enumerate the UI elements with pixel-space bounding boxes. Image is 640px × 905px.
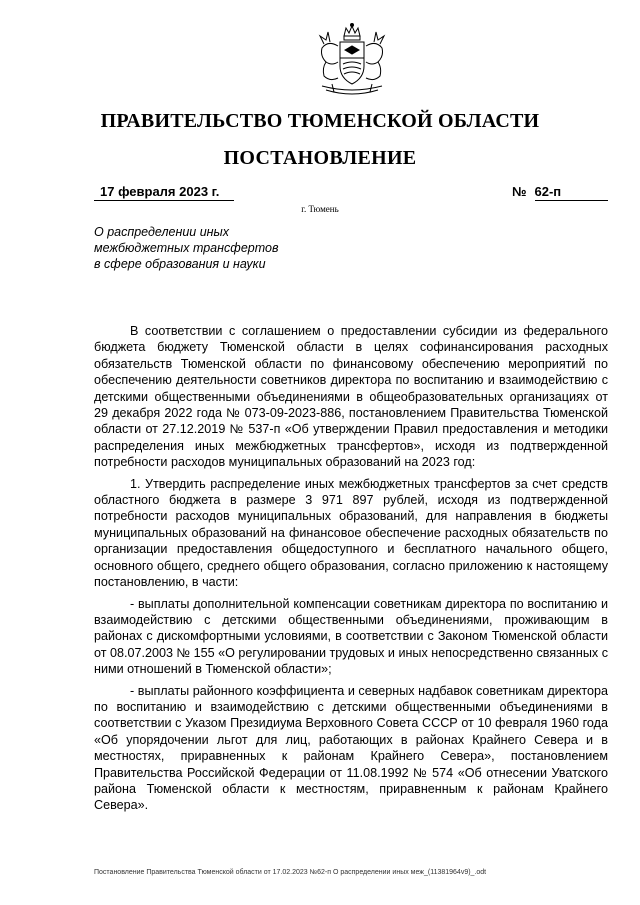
organization-title: ПРАВИТЕЛЬСТВО ТЮМЕНСКОЙ ОБЛАСТИ: [100, 110, 540, 132]
number-sign: №: [512, 184, 527, 199]
subject-line: в сфере образования и науки: [94, 257, 266, 271]
document-subject: [94, 224, 354, 272]
coat-of-arms-emblem: [312, 22, 392, 100]
subject-line: О распределении иных: [94, 225, 229, 239]
document-footer: Постановление Правительства Тюменской области от 17.02.2023 №62-п О распределении иных меж_(11381964v9)_.odt: [94, 869, 487, 876]
city-label: г. Тюмень: [301, 204, 339, 214]
document-number: [512, 184, 608, 201]
number-value: 62-п: [535, 184, 609, 201]
document-body: [94, 323, 608, 818]
preamble-paragraph: В соответствии с соглашением о предоставлении субсидии из федерального бюджета бюджету Тюменской области в целях софинансирования расходных обязательств Тюменской области по финансовому обеспечению мероприятий по обеспечению деятельности советников директора по воспитанию и взаимодействию с детскими общественными объединениями в общеобразовательных организациях от 29 декабря 2022 года № 073-09-2023-886, постановлением Правительства Тюменской области от 27.12.2019 № 537-п «Об утверждении Правил предоставления и методики распределения иных межбюджетных трансфертов», исходя из подтвержденной потребности расходов муниципальных образований на 2023 год:: [94, 324, 608, 470]
clause-item-compensation: - выплаты дополнительной компенсации советникам директора по воспитанию и взаимодействию с детскими общественными объединениями, проживающим в районах с дискомфортными условиями, в соответствии с Законом Тюменской области от 08.07.2003 № 155 «О регулировании трудовых и иных непосредственно связанных с ними отношений в Тюменской области»;: [94, 596, 608, 677]
clause-1-paragraph: 1. Утвердить распределение иных межбюджетных трансфертов за счет средств областного бюджета в размере 3 971 897 рублей, исходя из подтвержденной потребности расходов муниципальных образований, для направления в бюджеты муниципальных образований на финансовое обеспечение расходных обязательств по организации предоставления общедоступного и бесплатного начального общего, основного общего, среднего общего образования, согласно приложению к настоящему постановлению, в части:: [94, 476, 608, 590]
subject-line: межбюджетных трансфертов: [94, 241, 279, 255]
document-date: 17 февраля 2023 г.: [94, 184, 234, 201]
clause-item-coefficient: - выплаты районного коэффициента и северных надбавок советникам директора по воспитанию и взаимодействию с детскими общественными объединениями в соответствии с Указом Президиума Верховного Совета СССР от 10 февраля 1960 года «Об упорядочении льгот для лиц, работающих в районах Крайнего Севера и в местностях, приравненных к районам Крайнего Севера», постановлением Правительства Российской Федерации от 11.08.1992 № 574 «Об отнесении Уватского района Тюменской области к местностям, приравненным к районам Крайнего Севера».: [94, 683, 608, 813]
document-type: ПОСТАНОВЛЕНИЕ: [223, 147, 417, 169]
